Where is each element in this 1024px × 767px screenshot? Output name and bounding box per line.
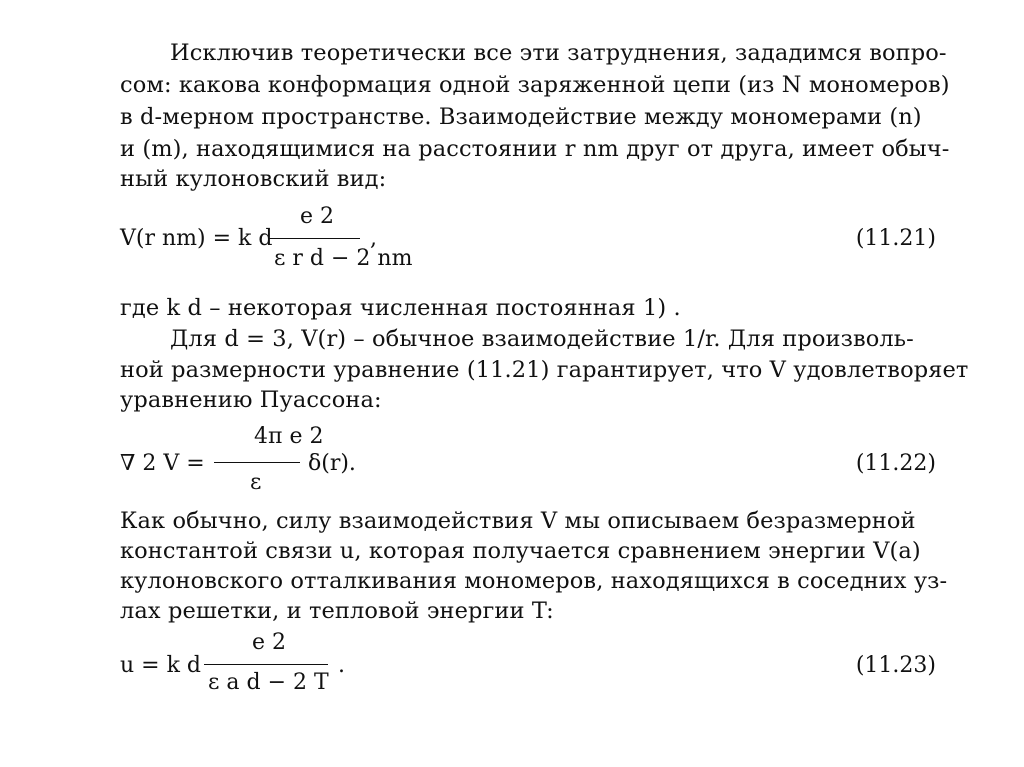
para1-line3: в d-мерном пространстве. Взаимодействие между мономерами (n) [120,104,922,130]
para1-line2: сом: какова конформация одной заряженной цепи (из N мономеров) [120,72,950,98]
eq3-numerator: e 2 [252,630,287,655]
eq3-tail: . [338,653,345,678]
eq1-tail: , [370,226,377,251]
eq3-number: (11.23) [855,653,936,678]
eq1-numerator: e 2 [300,204,335,229]
eq3-denominator: ε a d − 2 T [208,670,329,695]
eq1-lhs: V(r nm) = k d [120,226,273,251]
para2-line3: ной размерности уравнение (11.21) гарантирует, что V удовлетворяет [120,357,969,383]
eq2-fraction-bar [214,462,300,463]
para2-line1: где k d – некоторая численная постоянная 1) . [120,295,681,321]
eq1-fraction-bar [268,238,360,239]
para3-line3: кулоновского отталкивания мономеров, находящихся в соседних уз- [120,568,948,594]
para1-line1: Исключив теоретически все эти затруднения, зададимся вопро- [170,40,947,66]
eq3-lhs: u = k d [120,653,201,678]
eq3-fraction-bar [204,664,328,665]
para2-line2: Для d = 3, V(r) – обычное взаимодействие 1/r. Для произволь- [170,326,914,352]
eq1-number: (11.21) [855,226,936,251]
eq2-lhs: ∇ 2 V = [120,451,205,476]
eq1-denominator: ε r d − 2 nm [274,246,413,271]
eq2-denominator: ε [250,470,262,495]
para3-line1: Как обычно, силу взаимодействия V мы описываем безразмерной [120,508,916,534]
para1-line4: и (m), находящимися на расстоянии r nm друг от друга, имеет обыч- [120,136,950,162]
eq2-number: (11.22) [855,451,936,476]
para3-line2: константой связи u, которая получается сравнением энергии V(a) [120,538,921,564]
eq2-tail: δ(r). [308,451,356,476]
eq2-numerator: 4π e 2 [254,424,324,449]
para2-line4: уравнению Пуассона: [120,387,382,413]
para3-line4: лах решетки, и тепловой энергии T: [120,598,554,624]
para1-line5: ный кулоновский вид: [120,166,387,192]
